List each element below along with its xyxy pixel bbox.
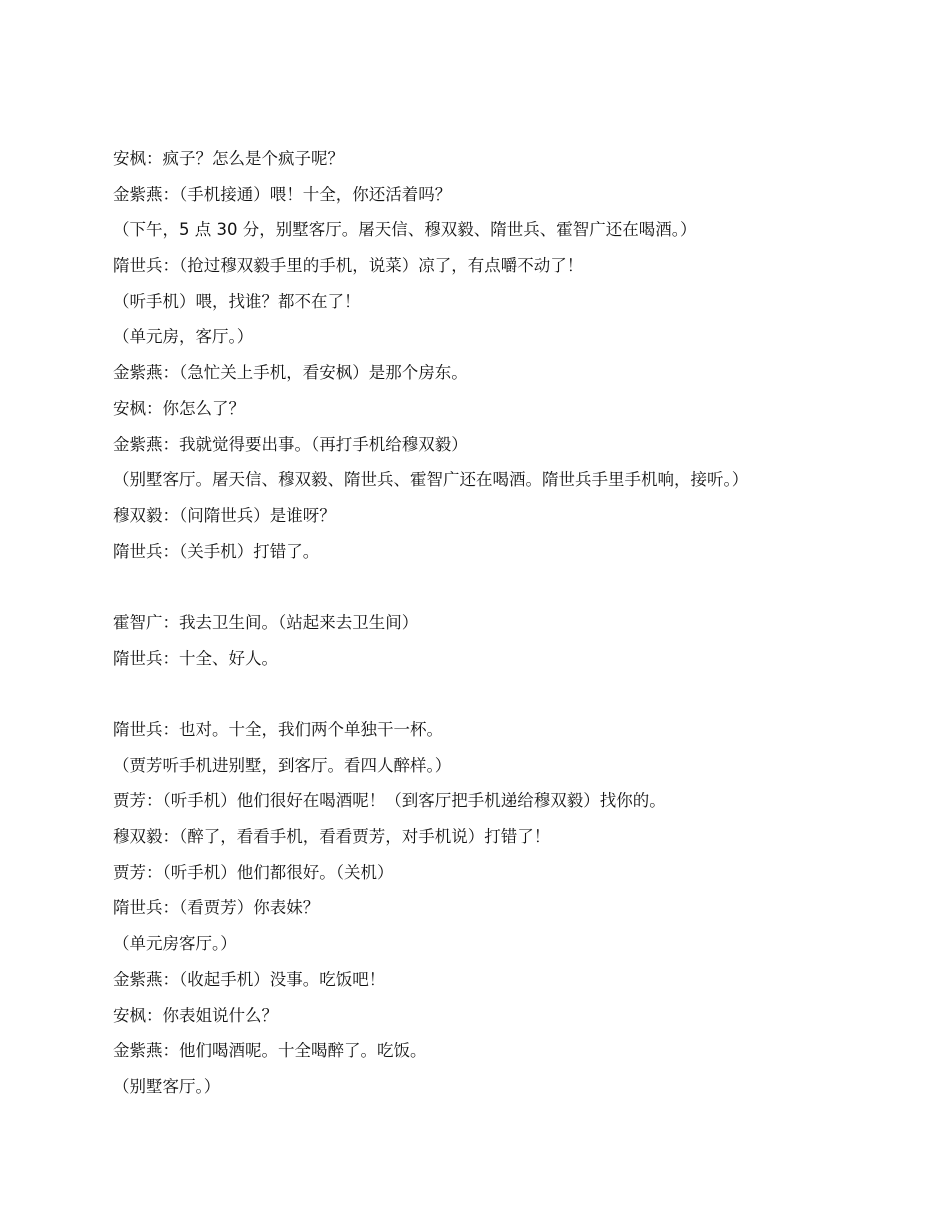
script-line: 金紫燕：（收起手机）没事。吃饭吧！	[113, 969, 386, 989]
script-line: （下午，5 点 30 分，别墅客厅。屠天信、穆双毅、隋世兵、霍智广还在喝酒。）	[113, 220, 697, 240]
script-line: 金紫燕：他们喝酒呢。十全喝醉了。吃饭。	[113, 1041, 427, 1061]
script-line: 隋世兵：也对。十全，我们两个单独干一杯。	[113, 720, 443, 739]
script-line: （听手机）喂，找谁？都不在了！	[113, 291, 361, 311]
script-line: 金紫燕：（急忙关上手机，看安枫）是那个房东。	[113, 363, 468, 383]
script-line: 隋世兵：（关手机）打错了。	[113, 541, 320, 561]
script-line: 金紫燕：我就觉得要出事。（再打手机给穆双毅）	[113, 434, 468, 454]
script-line: （别墅客厅。）	[113, 1076, 221, 1096]
blank-line	[113, 573, 923, 609]
script-line: 隋世兵：十全、好人。	[113, 648, 278, 668]
script-line: （单元房客厅。）	[113, 934, 237, 954]
script-line: （贾芳听手机进别墅，到客厅。看四人醉样。）	[113, 755, 452, 775]
script-line: 金紫燕：（手机接通）喂！十全，你还活着吗？	[113, 184, 452, 204]
script-line: 安枫：你怎么了？	[113, 398, 245, 418]
blank-line	[113, 680, 923, 716]
script-line: （单元房，客厅。）	[113, 327, 254, 347]
script-line: （别墅客厅。屠天信、穆双毅、隋世兵、霍智广还在喝酒。隋世兵手里手机响，接听。）	[113, 470, 749, 490]
script-line: 隋世兵：（抢过穆双毅手里的手机，说菜）凉了，有点嚼不动了！	[113, 256, 584, 276]
script-line: 安枫：你表姐说什么？	[113, 1005, 278, 1025]
script-line: 安枫：疯子？怎么是个疯子呢？	[113, 149, 344, 168]
script-line: 隋世兵：（看贾芳）你表妹？	[113, 898, 320, 918]
script-text	[113, 145, 923, 1109]
script-line: 贾芳：（听手机）他们都很好。（关机）	[113, 862, 394, 882]
script-line: 穆双毅：（问隋世兵）是谁呀？	[113, 505, 336, 525]
script-line: 穆双毅：（醉了，看看手机，看看贾芳，对手机说）打错了！	[113, 827, 551, 847]
script-line: 贾芳：（听手机）他们很好在喝酒呢！（到客厅把手机递给穆双毅）找你的。	[113, 791, 666, 811]
script-line: 霍智广：我去卫生间。（站起来去卫生间）	[113, 612, 419, 632]
